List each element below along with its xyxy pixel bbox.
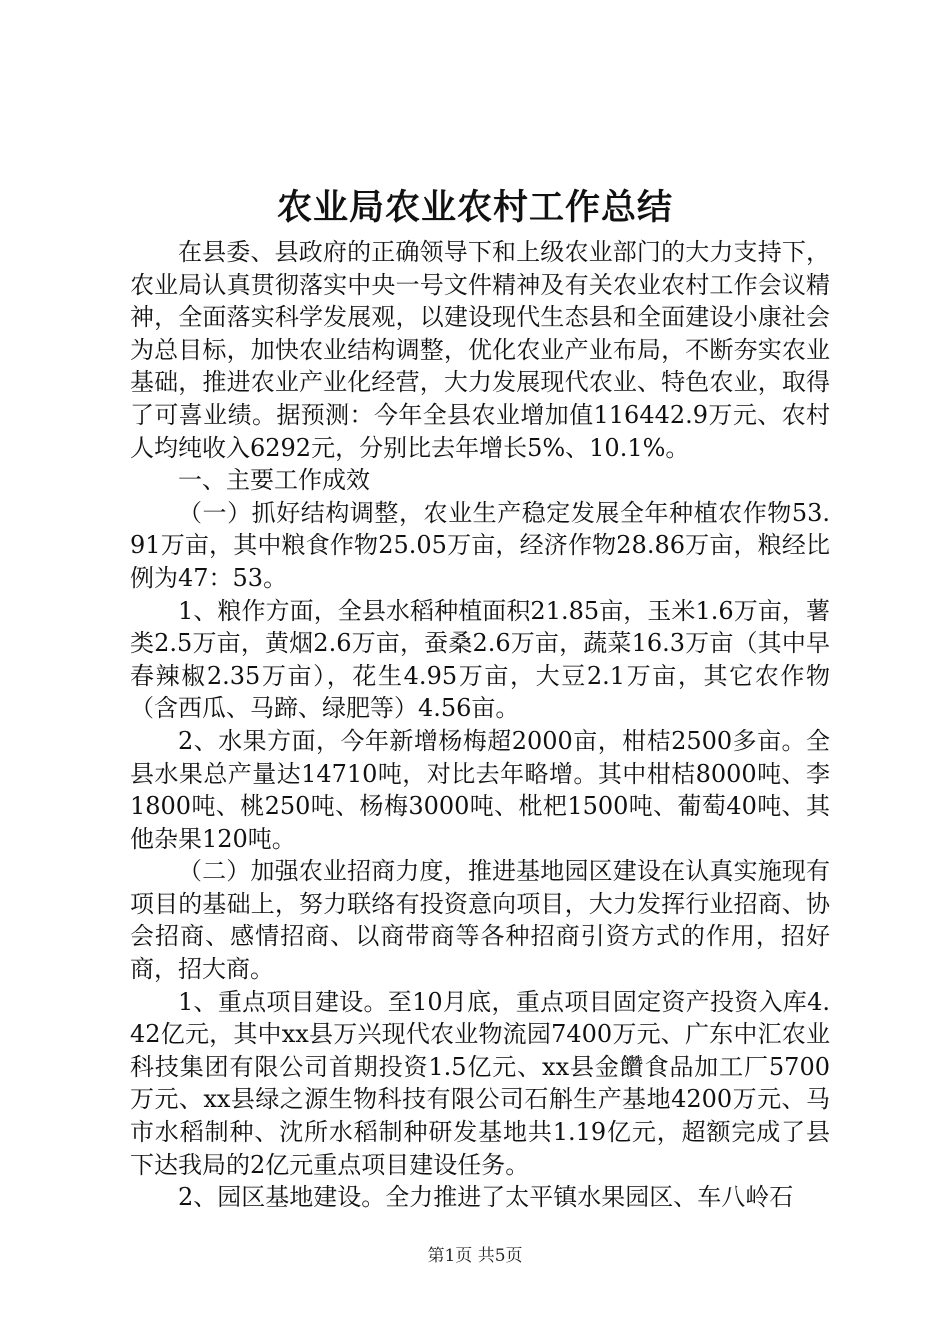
paragraph-fruit: 2、水果方面，今年新增杨梅超2000亩，柑桔2500多亩。全县水果总产量达14710吨，对比去年略增。其中柑桔8000吨、李1800吨、桃250吨、杨梅3000吨、枇杷1500吨、葡萄40吨、其他杂果120吨。 (130, 726, 830, 853)
paragraph-intro: 在县委、县政府的正确领导下和上级农业部门的大力支持下，农业局认真贯彻落实中央一号文件精神及有关农业农村工作会议精神，全面落实科学发展观，以建设现代生态县和全面建设小康社会为总目标，加快农业结构调整，优化农业产业布局，不断夯实农业基础，推进农业产业化经营，大力发展现代农业、特色农业，取得了可喜业绩。据预测：今年全县农业增加值116442.9万元、农村人均纯收入6292元，分别比去年增长5%、10.1%。 (130, 238, 830, 462)
paragraph-park-construction: 2、园区基地建设。全力推进了太平镇水果园区、车八岭石 (178, 1183, 794, 1212)
paragraph-key-projects: 1、重点项目建设。至10月底，重点项目固定资产投资入库4.42亿元，其中xx县万兴现代农业物流园7400万元、广东中汇农业科技集团有限公司首期投资1.5亿元、xx县金饡食品加工厂5700万元、xx县绿之源生物科技有限公司石斛生产基地4200万元、马市水稻制种、沈所水稻制种研发基地共1.19亿元，超额完成了县下达我局的2亿元重点项目建设任务。 (130, 987, 830, 1179)
document-title: 农业局农业农村工作总结 (276, 187, 673, 228)
paragraph-structure-adjustment: （一）抓好结构调整，农业生产稳定发展全年种植农作物53.91万亩，其中粮食作物25.05万亩，经济作物28.86万亩，粮经比例为47：53。 (130, 498, 830, 592)
paragraph-grain-crops: 1、粮作方面，全县水稻种植面积21.85亩，玉米1.6万亩，薯类2.5万亩，黄烟2.6万亩，蚕桑2.6万亩，蔬菜16.3万亩（其中早春辣椒2.35万亩），花生4.95万亩，大豆2.1万亩，其它农作物（含西瓜、马蹄、绿肥等）4.56亩。 (130, 596, 830, 723)
section-heading: 一、主要工作成效 (178, 466, 370, 495)
paragraph-investment: （二）加强农业招商力度，推进基地园区建设在认真实施现有项目的基础上，努力联络有投资意向项目，大力发挥行业招商、协会招商、感情招商、以商带商等各种招商引资方式的作用，招好商，招大商。 (130, 857, 830, 984)
document-body (130, 236, 830, 1214)
page-footer: 第1页 共5页 (427, 1246, 523, 1266)
